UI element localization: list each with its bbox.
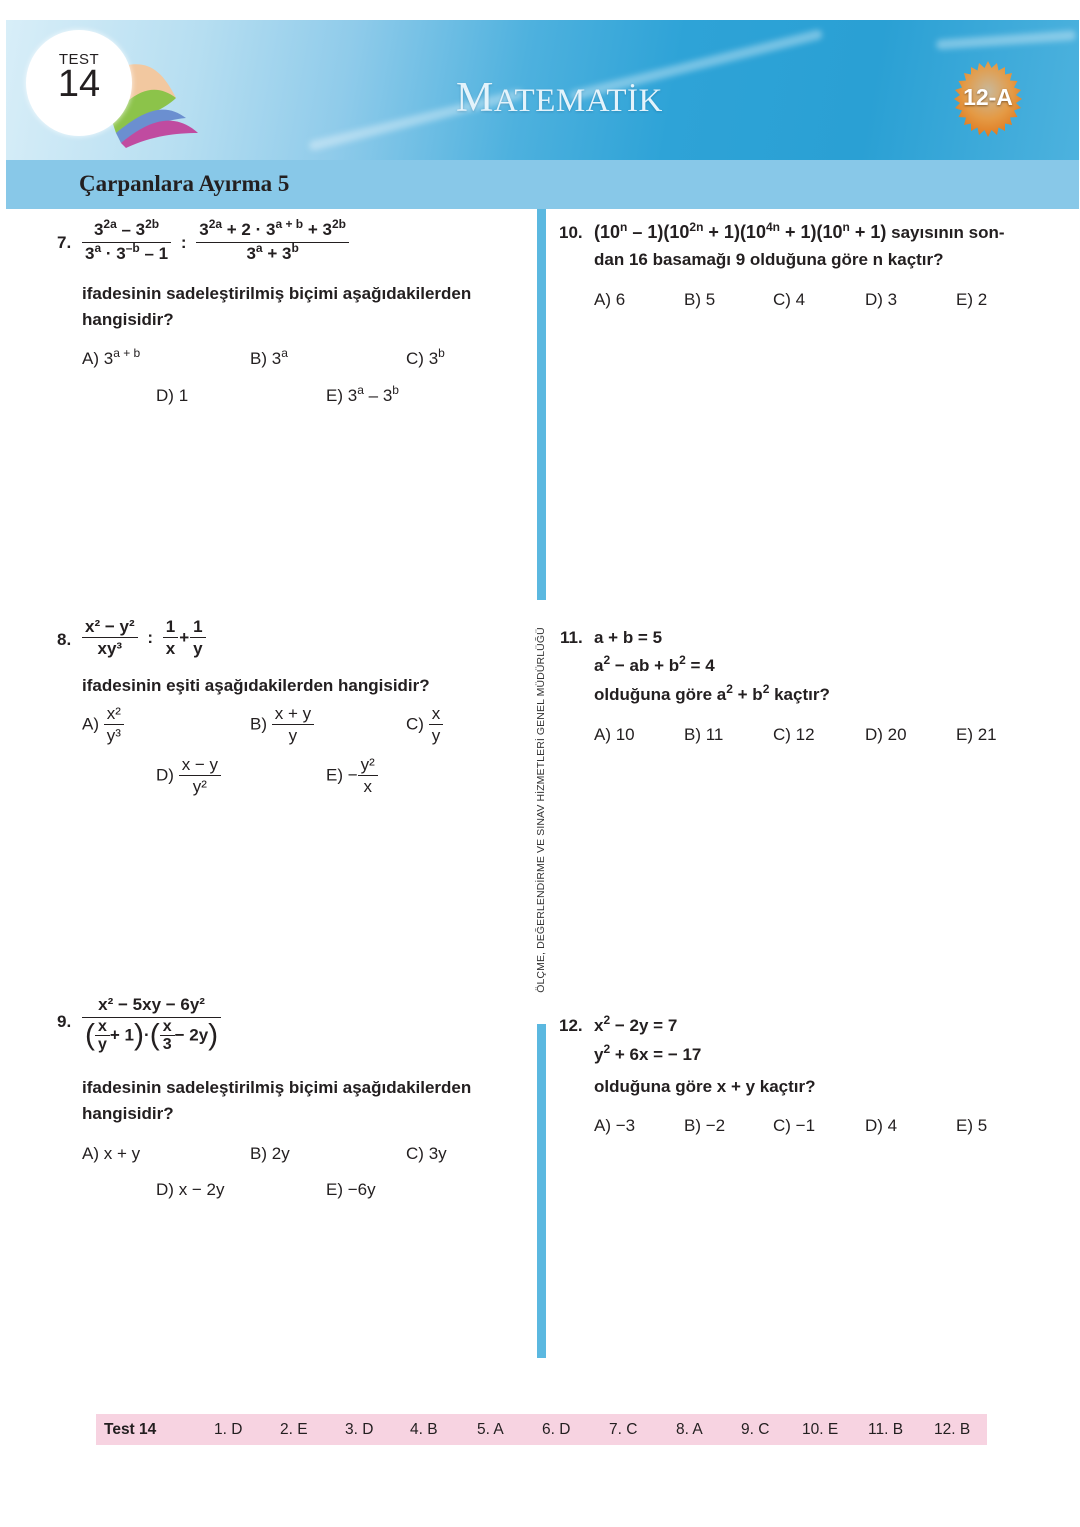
answer-key-item: 9. C	[741, 1421, 770, 1438]
subject-title: MATEMATİK	[456, 75, 663, 121]
topic-title: Çarpanlara Ayırma 5	[79, 171, 290, 196]
question-number: 12.	[559, 1016, 583, 1035]
option-c[interactable]: C) 3y	[406, 1144, 447, 1163]
answer-key-item: 5. A	[477, 1421, 504, 1438]
test-label: TEST	[58, 51, 100, 68]
question-number: 7.	[57, 233, 72, 252]
option-a[interactable]: A) 6	[594, 290, 626, 309]
header-banner	[6, 20, 1079, 160]
option-b[interactable]: B) 5	[684, 290, 716, 309]
answer-key-bar	[96, 1414, 987, 1445]
test-number: 14	[57, 63, 101, 105]
answer-key-item: 4. B	[410, 1421, 438, 1438]
option-c[interactable]: C) 4	[773, 290, 806, 309]
question-stem: ifadesinin eşiti aşağıdakilerden hangisidir?	[82, 676, 430, 695]
test-number-badge	[26, 30, 132, 136]
question-stem: ifadesinin sadeleştirilmiş biçimi aşağıdakilerden hangisidir?	[82, 1078, 472, 1123]
option-c[interactable]: C) 3$^b$	[406, 346, 445, 368]
option-e[interactable]: E) 2	[956, 290, 988, 309]
option-d[interactable]: D) x − 2y	[156, 1180, 225, 1199]
question-stem: a + b = 5 $a^2$ − ab + $b^2 = 4$ olduğuna göre $a^2 + b^2$ kaçtır?	[594, 628, 830, 704]
answer-key-item: 1. D	[214, 1421, 243, 1438]
option-c[interactable]: C) 12	[773, 725, 815, 744]
answer-key-item: 11. B	[868, 1421, 904, 1438]
option-a[interactable]: A) $3^{a + b}$	[82, 346, 141, 368]
question-expression: $\frac{\text{x² − y²}}{\text{xy³}}$ : $\frac{1}{x}$ + $\frac{1}{y}$	[82, 616, 206, 659]
option-b[interactable]: B) −2	[684, 1116, 726, 1135]
option-e[interactable]: E) − $\frac{\text{y²}}{x}$	[326, 754, 378, 797]
option-d[interactable]: D) 4	[865, 1116, 898, 1135]
option-c[interactable]: C) −1	[773, 1116, 816, 1135]
answer-key-item: 12. B	[934, 1421, 971, 1438]
question-expression: x² − 5xy − 6y² ( $\frac{x}{y}$ + 1)·( $\frac{x}{3}$ − 2y)	[82, 994, 221, 1053]
answer-key-item: 10. E	[802, 1421, 839, 1438]
answer-key-title: Test 14	[104, 1421, 157, 1438]
topic-bar	[6, 160, 1079, 209]
option-d[interactable]: D) $\frac{x - y}{\text{y²}}$	[156, 754, 221, 797]
decor-streak	[936, 30, 1076, 50]
option-a[interactable]: A) x + y	[82, 1144, 141, 1163]
column-divider	[537, 209, 546, 600]
option-e[interactable]: E) 3$^a$ – 3$^b$	[326, 383, 399, 405]
option-e[interactable]: E) 21	[956, 725, 997, 744]
option-b[interactable]: B) 11	[684, 725, 724, 744]
option-e[interactable]: E) 5	[956, 1116, 988, 1135]
question-stem: ifadesinin sadeleştirilmiş biçimi aşağıdakilerden hangisidir?	[82, 284, 472, 329]
option-e[interactable]: E) −6y	[326, 1180, 376, 1199]
answer-key-item: 7. C	[609, 1421, 638, 1438]
question-number: 9.	[57, 1012, 72, 1031]
option-b[interactable]: B) 3$^a$	[250, 346, 288, 368]
question-stem: $(10^n - 1)(10^{2n} + 1)(10^{4n} + 1)(10^n + 1)$ sayısının son- dan 16 basamağı 9 olduğuna göre n kaçtır?	[594, 220, 1005, 269]
option-b[interactable]: B) 2y	[250, 1144, 290, 1163]
option-a[interactable]: A) −3	[594, 1116, 636, 1135]
option-b[interactable]: B) $\frac{x + y}{y}$	[250, 703, 314, 746]
question-expression: $\frac{3^{2a} - 3^{2b}}{3^a \cdot 3^{-b} - 1}$ : $\frac{3^{2a} + 2 \cdot 3^{a + b} + 3^{2b}}{3^a + 3^b}$	[82, 219, 349, 266]
option-d[interactable]: D) 1	[156, 386, 189, 405]
question-stem: $x^2 - 2y = 7$ $y^2 + 6x$ = − 17 olduğuna göre x + y kaçtır?	[594, 1013, 816, 1096]
option-c[interactable]: C) $\frac{x}{y}$	[406, 703, 443, 746]
option-a[interactable]: A) $\frac{\text{x²}}{\text{y³}}$	[82, 703, 124, 746]
column-divider	[537, 1024, 546, 1358]
question-number: 11.	[560, 628, 583, 647]
option-d[interactable]: D) 20	[865, 725, 907, 744]
answer-key-item: 8. A	[676, 1421, 703, 1438]
option-d[interactable]: D) 3	[865, 290, 898, 309]
question-number: 8.	[57, 630, 72, 649]
answer-key-item: 3. D	[345, 1421, 374, 1438]
option-a[interactable]: A) 10	[594, 725, 635, 744]
answer-key-item: 2. E	[280, 1421, 308, 1438]
question-number: 10.	[559, 223, 583, 242]
answer-key-item: 6. D	[542, 1421, 571, 1438]
grade-badge: 12-A	[949, 60, 1027, 138]
